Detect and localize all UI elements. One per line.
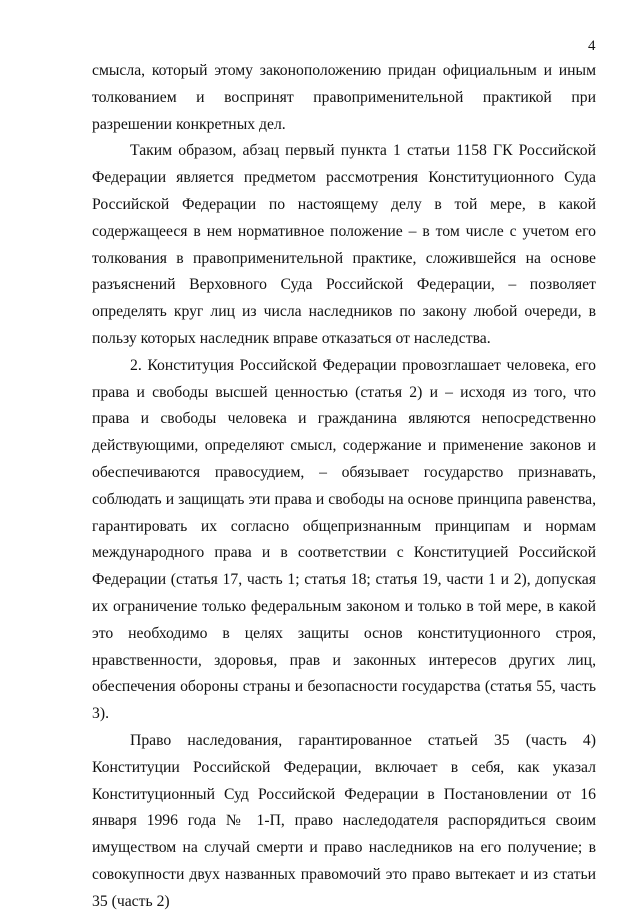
paragraph-subject-of-review: Таким образом, абзац первый пункта 1 статьи 1158 ГК Российской Федерации является предметом рассмотрения Конституционного Суда Российской Федерации по настоящему делу в той мере, в какой содержащееся в нем нормативное положение – в том числе с учетом его толкования в правоприменительной практике, сложившейся на основе разъяснений Верховного Суда Российской Федерации, – позволяет определять круг лиц из числа наследников по закону любой очереди, в пользу которых наследник вправе отказаться от наследства. xyxy=(92,142,596,347)
paragraph-inheritance-right: Право наследования, гарантированное статьей 35 (часть 4) Конституции Российской Федерации, включает в себя, как указал Конституционный Суд Российской Федерации в Постановлении от 16 января 1996 года № 1-П, право наследодателя распорядиться своим имуществом на случай смерти и право наследников на его получение; в совокупности двух названных правомочий это право вытекает и из статьи 35 (часть 2) xyxy=(92,731,596,910)
document-body xyxy=(92,58,596,916)
paragraph-continuation: смысла, который этому законоположению придан официальным и иным толкованием и воспринят правоприменительной практикой при разрешении конкретных дел. xyxy=(92,62,596,133)
page-number: 4 xyxy=(588,38,596,54)
paragraph-constitution-rights: 2. Конституция Российской Федерации провозглашает человека, его права и свободы высшей ценностью (статья 2) и – исходя из того, что права и свободы человека и гражданина являются непосредственно действующими, определяют смысл, содержание и применение законов и обеспечиваются правосудием, – обязывает государство признавать, соблюдать и защищать эти права и свободы на основе принципа равенства, гарантировать их согласно общепризнанным принципам и нормам международного права и в соответствии с Конституцией Российской Федерации (статья 17, часть 1; статья 18; статья 19, части 1 и 2), допуская их ограничение только федеральным законом и только в той мере, в какой это необходимо в целях защиты основ конституционного строя, нравственности, здоровья, прав и законных интересов других лиц, обеспечения обороны страны и безопасности государства (статья 55, часть 3). xyxy=(92,356,596,723)
